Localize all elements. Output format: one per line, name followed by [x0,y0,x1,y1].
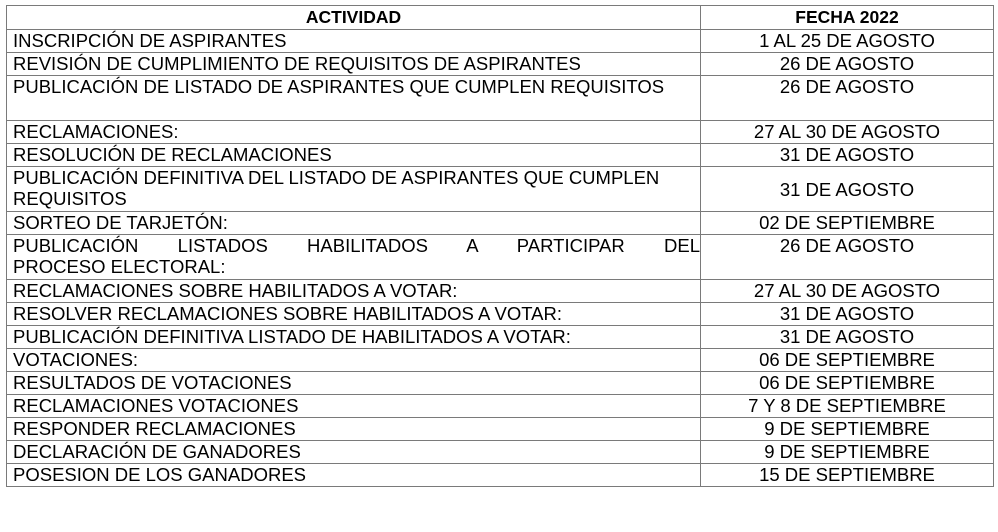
schedule-table [6,5,994,487]
date-cell: 9 DE SEPTIEMBRE [701,441,994,464]
table-row [7,464,994,487]
table-row [7,303,994,326]
activity-cell: REVISIÓN DE CUMPLIMIENTO DE REQUISITOS DE ASPIRANTES [7,53,701,76]
table-row [7,235,994,280]
activity-line: PROCESO ELECTORAL: [13,256,226,277]
table-row [7,326,994,349]
date-cell: 1 AL 25 DE AGOSTO [701,30,994,53]
date-cell: 06 DE SEPTIEMBRE [701,372,994,395]
activity-cell: DECLARACIÓN DE GANADORES [7,441,701,464]
activity-cell: RECLAMACIONES SOBRE HABILITADOS A VOTAR: [7,280,701,303]
date-cell: 7 Y 8 DE SEPTIEMBRE [701,395,994,418]
header-row [7,6,994,30]
activity-cell: RESOLUCIÓN DE RECLAMACIONES [7,144,701,167]
table-row [7,121,994,144]
date-cell: 27 AL 30 DE AGOSTO [701,280,994,303]
date-cell: 9 DE SEPTIEMBRE [701,418,994,441]
table-row [7,167,994,212]
schedule-table-header [7,6,994,30]
activity-cell: RESULTADOS DE VOTACIONES [7,372,701,395]
table-row [7,76,994,121]
header-activity: ACTIVIDAD [7,6,701,30]
table-row [7,441,994,464]
date-cell: 02 DE SEPTIEMBRE [701,212,994,235]
activity-cell: RESPONDER RECLAMACIONES [7,418,701,441]
date-cell: 31 DE AGOSTO [701,167,994,212]
table-row [7,53,994,76]
table-row [7,212,994,235]
date-cell: 31 DE AGOSTO [701,303,994,326]
header-date: FECHA 2022 [701,6,994,30]
activity-cell: RECLAMACIONES VOTACIONES [7,395,701,418]
date-cell: 26 DE AGOSTO [701,53,994,76]
date-cell: 31 DE AGOSTO [701,144,994,167]
table-row [7,30,994,53]
date-cell: 26 DE AGOSTO [701,76,994,121]
activity-cell [7,235,701,280]
table-row [7,418,994,441]
activity-cell: POSESION DE LOS GANADORES [7,464,701,487]
activity-cell: RECLAMACIONES: [7,121,701,144]
activity-cell: RESOLVER RECLAMACIONES SOBRE HABILITADOS A VOTAR: [7,303,701,326]
date-cell: 15 DE SEPTIEMBRE [701,464,994,487]
table-row [7,372,994,395]
date-cell: 06 DE SEPTIEMBRE [701,349,994,372]
activity-cell: VOTACIONES: [7,349,701,372]
table-row [7,349,994,372]
schedule-table-body [7,30,994,487]
activity-cell: INSCRIPCIÓN DE ASPIRANTES [7,30,701,53]
table-row [7,280,994,303]
activity-cell: PUBLICACIÓN DEFINITIVA DEL LISTADO DE ASPIRANTES QUE CUMPLEN REQUISITOS [7,167,701,212]
activity-cell: PUBLICACIÓN DE LISTADO DE ASPIRANTES QUE CUMPLEN REQUISITOS [7,76,701,121]
date-cell: 27 AL 30 DE AGOSTO [701,121,994,144]
activity-line: PUBLICACIÓN LISTADOS HABILITADOS A PARTICIPAR DEL [13,235,700,256]
table-row [7,144,994,167]
activity-cell: SORTEO DE TARJETÓN: [7,212,701,235]
date-cell: 31 DE AGOSTO [701,326,994,349]
table-row [7,395,994,418]
activity-cell: PUBLICACIÓN DEFINITIVA LISTADO DE HABILITADOS A VOTAR: [7,326,701,349]
date-cell: 26 DE AGOSTO [701,235,994,280]
